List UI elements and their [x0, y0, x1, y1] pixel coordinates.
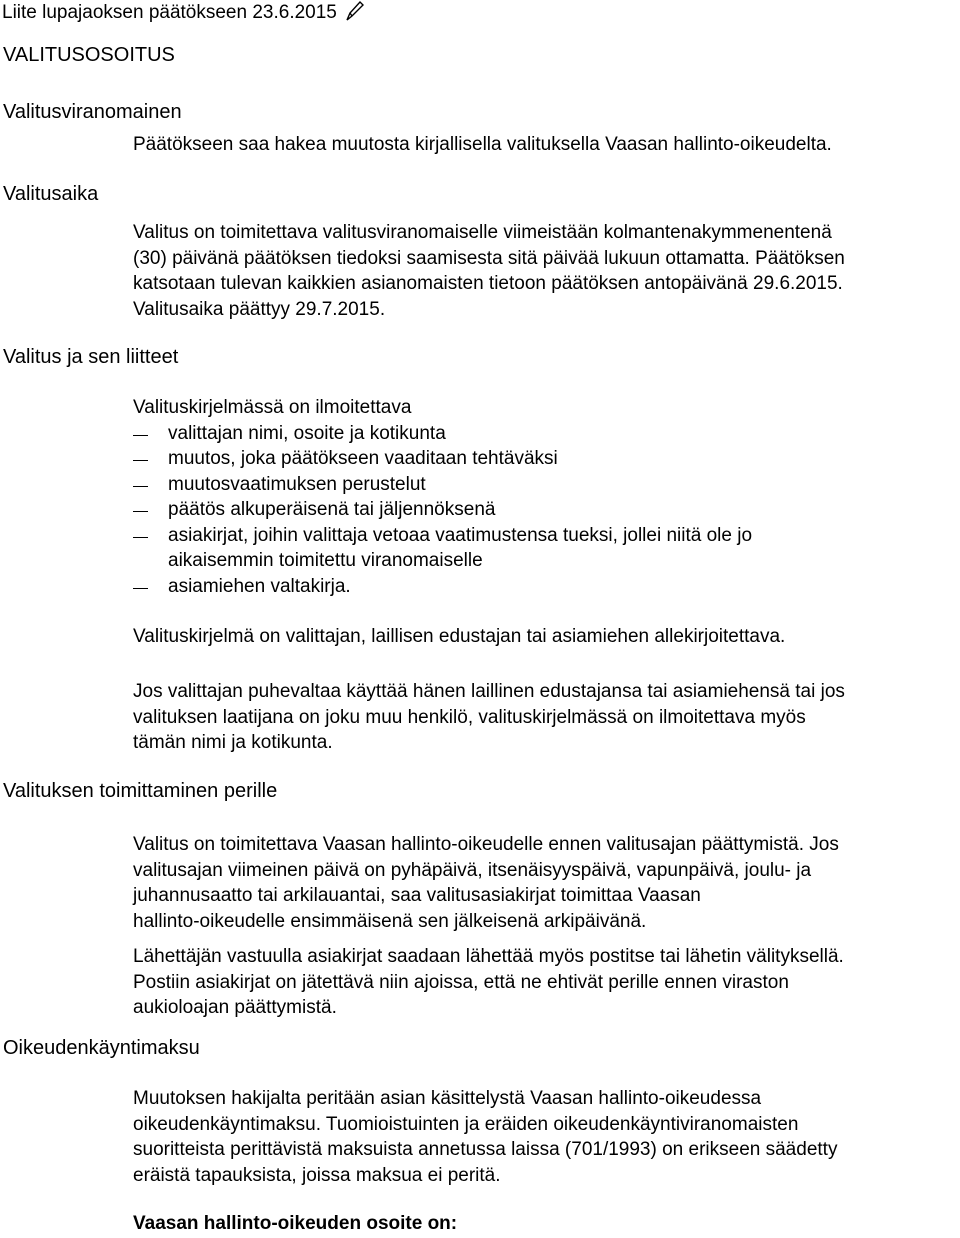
dash-bullet [133, 537, 148, 538]
text-line: Lähettäjän vastuulla asiakirjat saadaan lähettää myös postitse tai lähetin välityksellä. [133, 946, 844, 967]
representative-text [133, 679, 845, 756]
text-line: Postiin asiakirjat on jätettävä niin ajoissa, että ne ehtivät perille ennen viraston [133, 971, 789, 993]
list-item: asiamiehen valtakirja. [168, 576, 351, 597]
heading-valitusviranomainen: Valitusviranomainen [3, 101, 182, 123]
valitusaika-text [133, 220, 845, 322]
toimittaminen-para2 [133, 944, 844, 1021]
text-line: tämän nimi ja kotikunta. [133, 732, 333, 753]
document-header [2, 0, 365, 24]
valitusviranomainen-text: Päätökseen saa hakea muutosta kirjallisella valituksella Vaasan hallinto-oikeudelta. [133, 134, 832, 155]
text-line: hallinto-oikeudelle ensimmäisenä sen jälkeisenä arkipäivänä. [133, 910, 647, 932]
text-line: aukioloajan päättymistä. [133, 997, 337, 1018]
text-line: valitusajan viimeinen päivä on pyhäpäivä, itsenäisyyspäivä, vapunpäivä, joulu- ja [133, 859, 812, 881]
dash-bullet [133, 460, 148, 461]
dash-bullet [133, 435, 148, 436]
oikeudenkayntimaksu-text [133, 1086, 837, 1188]
text-line: oikeudenkäyntimaksu. Tuomioistuinten ja eräiden oikeudenkäyntiviranomaisten [133, 1113, 799, 1135]
heading-toimittaminen: Valituksen toimittaminen perille [3, 780, 278, 802]
list-item: päätös alkuperäisenä tai jäljennöksenä [168, 499, 496, 520]
heading-valitusaika: Valitusaika [3, 183, 99, 205]
text-line: Jos valittajan puhevaltaa käyttää hänen laillinen edustajansa tai asiamiehensä tai jos [133, 681, 845, 702]
list-item: muutosvaatimuksen perustelut [168, 474, 426, 495]
text-line: juhannusaatto tai arkilauantai, saa valitusasiakirjat toimittaa Vaasan [133, 885, 701, 906]
header-title: Liite lupajaoksen päätökseen 23.6.2015 [2, 2, 337, 23]
pencil-icon [345, 0, 365, 22]
heading-valitus-liitteet: Valitus ja sen liitteet [3, 346, 179, 368]
text-line: suoritteista perittävistä maksuista annetussa laissa (701/1993) on erikseen säädetty [133, 1139, 838, 1160]
text-line: Valitus on toimitettava Vaasan hallinto-oikeudelle ennen valitusajan päättymistä. Jos [133, 834, 839, 855]
heading-osoite: Vaasan hallinto-oikeuden osoite on: [133, 1213, 458, 1234]
dash-bullet [133, 588, 148, 589]
text-line: valituksen laatijana on joku muu henkilö, valituskirjelmässä on ilmoitettava myös [133, 706, 806, 728]
text-line: (30) päivänä päätöksen tiedoksi saamisesta sitä päivää lukuun ottamatta. Päätöksen [133, 247, 845, 269]
text-line: Valitusaika päättyy 29.7.2015. [133, 298, 386, 320]
liitteet-intro: Valituskirjelmässä on ilmoitettava [133, 397, 412, 418]
text-line: Valitus on toimitettava valitusviranomaiselle viimeistään kolmantenakymmenentenä [133, 222, 832, 243]
toimittaminen-para1 [133, 832, 839, 934]
heading-oikeudenkayntimaksu: Oikeudenkäyntimaksu [3, 1037, 200, 1059]
text-line: eräistä tapauksista, joissa maksua ei peritä. [133, 1164, 501, 1186]
dash-bullet [133, 486, 148, 487]
signature-text: Valituskirjelmä on valittajan, laillisen edustajan tai asiamiehen allekirjoitettava. [133, 626, 786, 647]
list-item: asiakirjat, joihin valittaja vetoaa vaatimustensa tueksi, jollei niitä ole jo [168, 525, 753, 546]
list-item-continuation: aikaisemmin toimitettu viranomaiselle [168, 550, 483, 571]
text-line: Muutoksen hakijalta peritään asian käsittelystä Vaasan hallinto-oikeudessa [133, 1088, 762, 1109]
dash-bullet [133, 511, 148, 512]
list-item: muutos, joka päätökseen vaaditaan tehtäväksi [168, 448, 558, 469]
document-title: VALITUSOSOITUS [3, 44, 175, 66]
text-line: katsotaan tulevan kaikkien asianomaisten tietoon päätöksen antopäivänä 29.6.2015. [133, 273, 843, 294]
list-item: valittajan nimi, osoite ja kotikunta [168, 423, 446, 444]
